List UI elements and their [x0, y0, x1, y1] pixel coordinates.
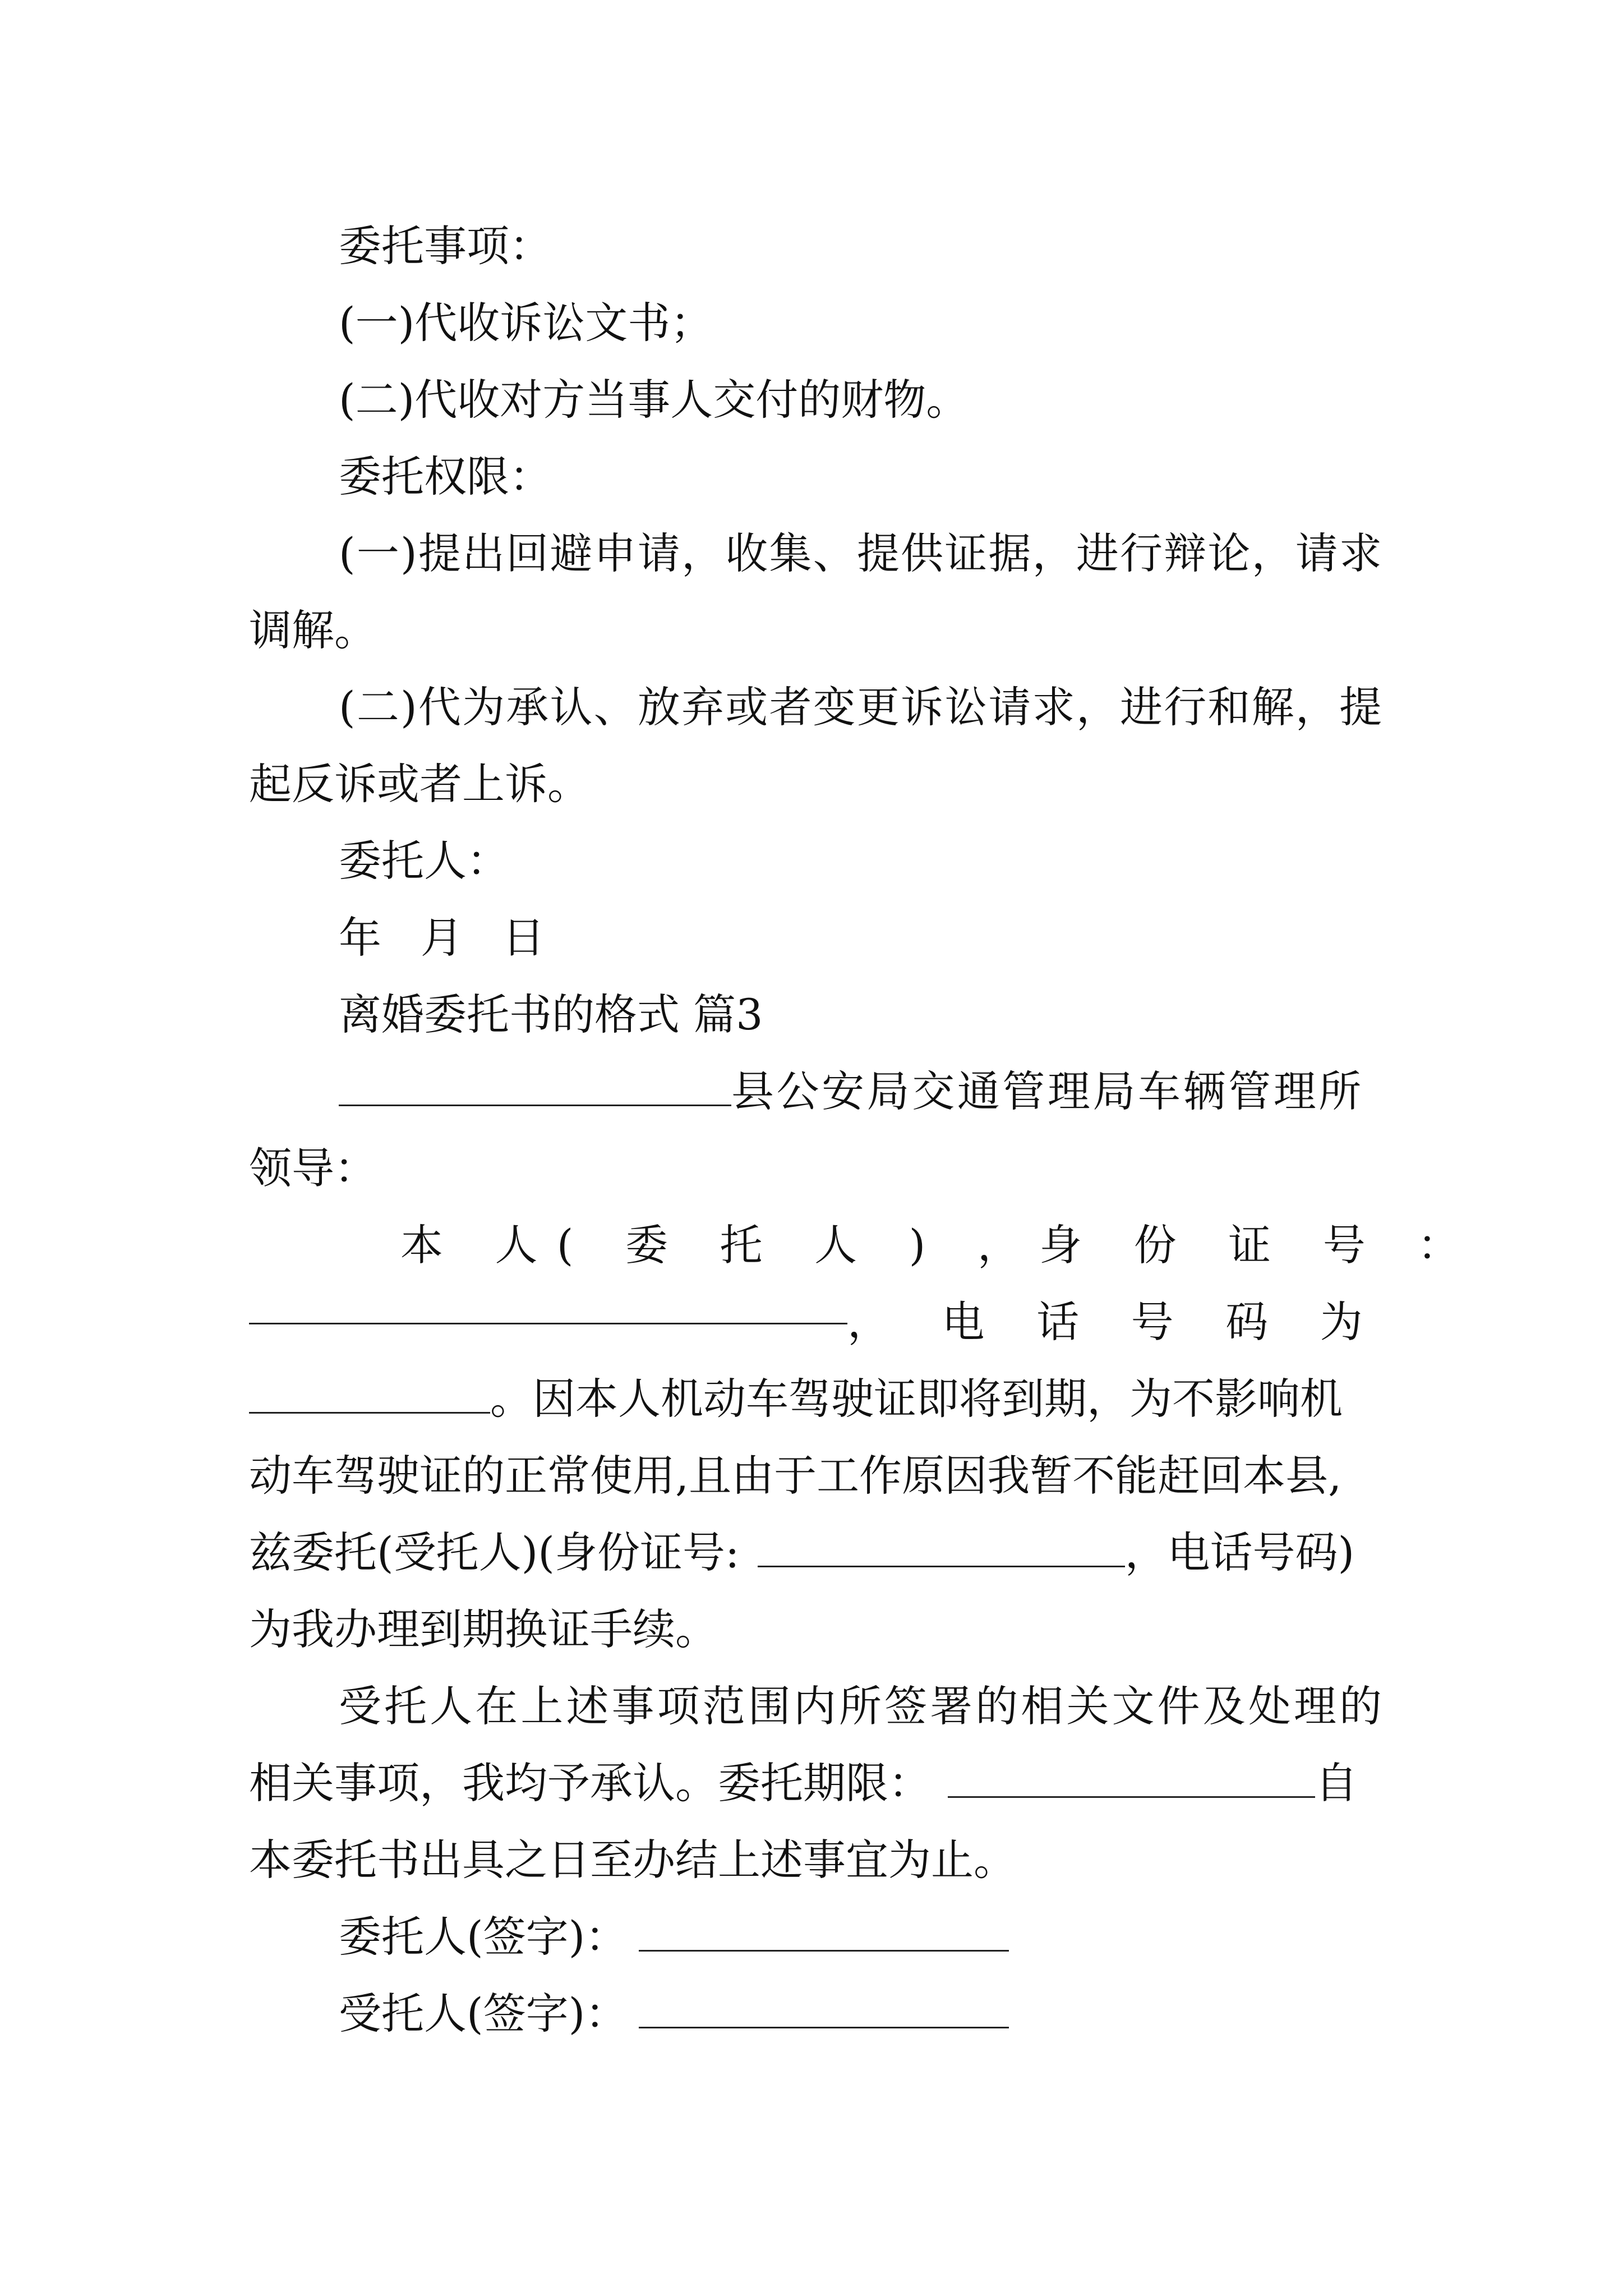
id-number-label: 身 份 证 号 ： [1039, 1220, 1479, 1270]
paragraph1-line3-text: 。因本人机动车驾驶证即将到期，为不影响机 [490, 1374, 1343, 1424]
agent-phone-label: ，电话号码) [1124, 1527, 1355, 1577]
matters-heading: 委托事项： [339, 221, 552, 271]
vehicle-entrustment-section [249, 976, 1479, 2052]
date-label: 年 月 日 [339, 913, 545, 963]
paragraph1-line2 [249, 1283, 1382, 1360]
authority-heading: 委托权限： [339, 452, 552, 501]
principal-signature-blank[interactable] [639, 1911, 1009, 1952]
term-label: 相关事项，我均予承认。委托期限： [249, 1758, 931, 1808]
agent-signature-label: 受托人(签字)： [339, 1989, 628, 2039]
id-number-blank[interactable] [249, 1283, 847, 1324]
paragraph1-line3 [249, 1360, 1382, 1437]
phone-number-blank[interactable] [249, 1373, 490, 1414]
phone-label: ， 电 话 号 码 为 [847, 1297, 1382, 1347]
principal-signature-line [249, 1898, 1382, 1975]
agent-id-label: 兹委托(受托人)(身份证号: [249, 1527, 740, 1577]
matter-item-2: (二)代收对方当事人交付的财物。 [339, 375, 969, 425]
paragraph1-line1 [249, 1207, 1479, 1283]
term-blank[interactable] [948, 1757, 1315, 1798]
paragraph1-line6: 为我办理到期换证手续。 [249, 1604, 718, 1654]
section-title: 离婚委托书的格式 篇3 [339, 990, 763, 1039]
agent-id-blank[interactable] [758, 1526, 1125, 1567]
authority-item-1-line1: (一)提出回避申请，收集、提供证据，进行辩论，请求 [339, 528, 1382, 578]
principal-signature-label: 委托人(签字)： [339, 1912, 628, 1962]
paragraph1-line4: 动车驾驶证的正常使用,且由于工作原因我暂不能赶回本县, [249, 1451, 1342, 1501]
addressee-suffix: 县公安局交通管理局车辆管理所 [731, 1066, 1364, 1116]
entrustment-section [249, 208, 1382, 976]
addressee-line [249, 1053, 1382, 1130]
principal-role: ( 委 托 人 ) ， [556, 1220, 1040, 1270]
county-blank[interactable] [339, 1065, 731, 1106]
authority-item-2-line1: (二)代为承认、放弃或者变更诉讼请求，进行和解，提 [339, 682, 1382, 732]
paragraph1-line5 [249, 1514, 1382, 1591]
term-suffix: 自 [1315, 1758, 1358, 1808]
principal-label: 委托人： [339, 836, 509, 886]
agent-signature-line [249, 1975, 1382, 2052]
authority-item-1-line2: 调解。 [249, 605, 377, 655]
authority-item-2-line2: 起反诉或者上诉。 [249, 759, 590, 809]
self-label: 本 人 [400, 1220, 557, 1270]
paragraph2-line1: 受托人在上述事项范围内所签署的相关文件及处理的 [339, 1681, 1382, 1731]
matter-item-1: (一)代收诉讼文书； [339, 298, 713, 348]
paragraph2-line3: 本委托书出具之日至办结上述事宜为止。 [249, 1835, 1016, 1885]
agent-signature-blank[interactable] [639, 1987, 1009, 2028]
paragraph2-line2 [249, 1745, 1382, 1821]
addressee-line2: 领导： [249, 1143, 377, 1193]
